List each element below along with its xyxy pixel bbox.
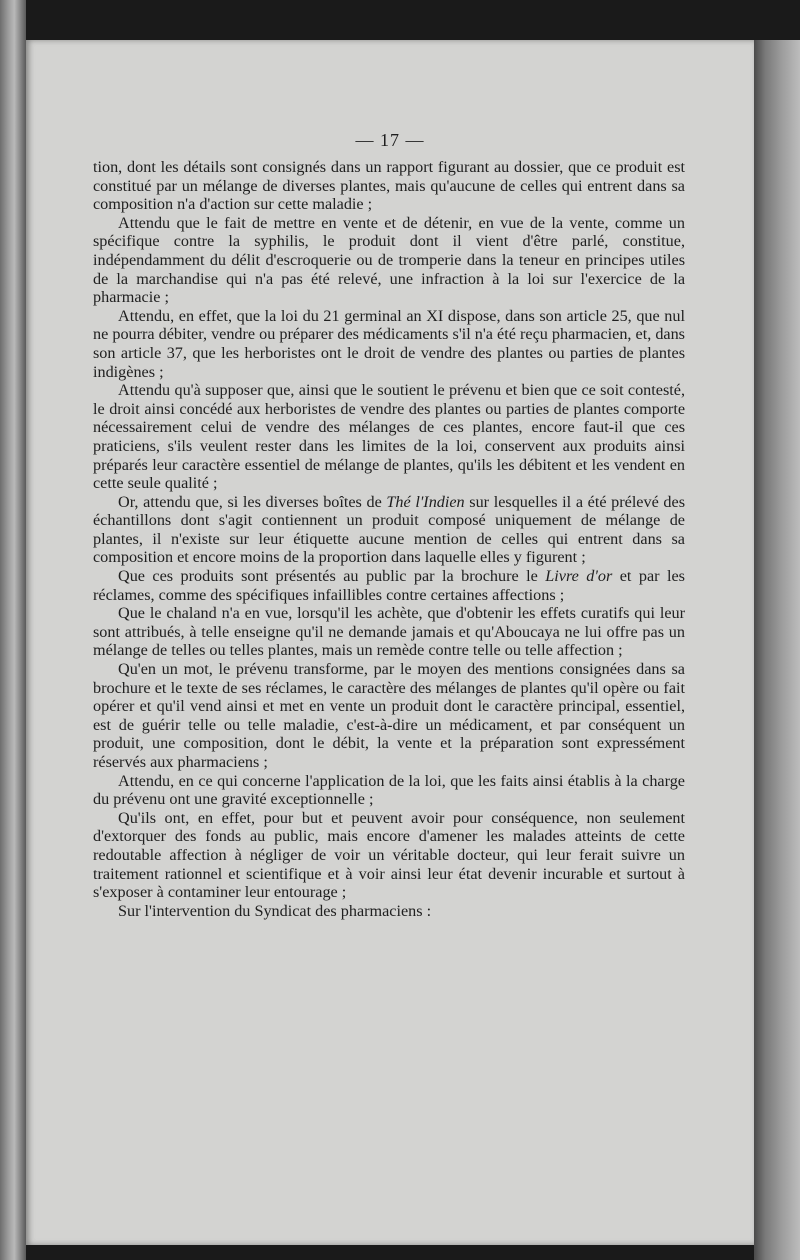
- left-page-edge: [0, 0, 26, 1260]
- paragraph: Attendu qu'à supposer que, ainsi que le soutient le prévenu et bien que ce soit contesté, le droit ainsi concédé aux herboristes de vendre des plantes ou parties de plantes comporte nécessairement celui de vendre des mélanges de ces plantes, encore faut-il que ces praticiens, s'ils veulent rester dans les limites de la loi, conservent aux produits ainsi préparés leur caractère essentiel de mélange de plantes, qu'ils les débitent et les vendent en cette seule qualité ;: [93, 381, 685, 493]
- paragraph-text: et par les réclames, comme des spécifiques infaillibles contre certaines affections ;: [93, 567, 685, 604]
- paragraph: Attendu que le fait de mettre en vente et de détenir, en vue de la vente, comme un spécifique contre la syphilis, le produit dont il vient d'être parlé, constitue, indépendamment du délit d'escroquerie ou de tromperie dans la teneur en principes utiles de la marchandise qui n'a pas été relevé, une infraction à la loi sur l'exercice de la pharmacie ;: [93, 213, 685, 307]
- paragraph: [93, 493, 685, 567]
- body-text: [93, 158, 685, 920]
- paragraph: Que le chaland n'a en vue, lorsqu'il les achète, que d'obtenir les effets curatifs qui leur sont attribués, à telle enseigne qu'il ne demande jamais et qu'Aboucaya ne lui offre pas un mélange de telles ou telles plantes, mais un remède contre telle ou telle affection ;: [93, 604, 685, 660]
- brochure-title: Livre d'or: [545, 567, 613, 586]
- paragraph: tion, dont les détails sont consignés dans un rapport figurant au dossier, que ce produit est constitué par un mélange de diverses plantes, mais qu'aucune de celles qui entrent dans sa composition n'a d'action sur cette maladie ;: [93, 158, 685, 214]
- paragraph: Attendu, en effet, que la loi du 21 germinal an XI dispose, dans son article 25, que nul ne pourra débiter, vendre ou préparer des médicaments s'il n'a été reçu pharmacien, et, dans son article 37, que les herboristes ont le droit de vendre des plantes ou parties de plantes indigènes ;: [93, 306, 685, 381]
- page-sheet: [26, 40, 754, 1245]
- page-number: — 17 —: [355, 130, 425, 150]
- paragraph: Qu'ils ont, en effet, pour but et peuvent avoir pour conséquence, non seulement d'extorquer des fonds au public, mais encore d'amener les malades atteints de cette redoutable affection à négliger de voir un véritable docteur, qui leur ferait suivre un traitement rationnel et scientifique et à voir ainsi leur état devenir incurable et surtout à s'exposer à contaminer leur entourage ;: [93, 808, 685, 902]
- paragraph-text: Que ces produits sont présentés au public par la brochure le: [118, 567, 546, 586]
- paragraph: [93, 567, 685, 604]
- right-page-edge: [754, 40, 800, 1260]
- paragraph-text: sur lesquelles il a été prélevé des échantillons dont s'agit contiennent un produit composé uniquement de mélange de plantes, il n'existe sur leur étiquette aucune mention de celles qui entrent dans sa composition et encore moins de la proportion dans laquelle elles y figurent ;: [93, 492, 685, 567]
- paragraph: Attendu, en ce qui concerne l'application de la loi, que les faits ainsi établis à la charge du prévenu ont une gravité exceptionnelle ;: [93, 771, 685, 809]
- paragraph: Sur l'intervention du Syndicat des pharmaciens :: [118, 901, 432, 920]
- paragraph: Qu'en un mot, le prévenu transforme, par le moyen des mentions consignées dans sa brochure et le texte de ses réclames, le caractère des mélanges de plantes qu'il opère ou fait opérer et qu'il vend ainsi et met en vente un produit dont le caractère principal, essentiel, est de guérir telle ou telle maladie, c'est-à-dire un médicament, et par conséquent un produit, une composition, dont le débit, la vente et la préparation sont expressément réservés aux pharmaciens ;: [93, 660, 685, 771]
- paragraph-text: Or, attendu que, si les diverses boîtes de: [118, 492, 387, 511]
- product-name: Thé l'Indien: [386, 492, 465, 511]
